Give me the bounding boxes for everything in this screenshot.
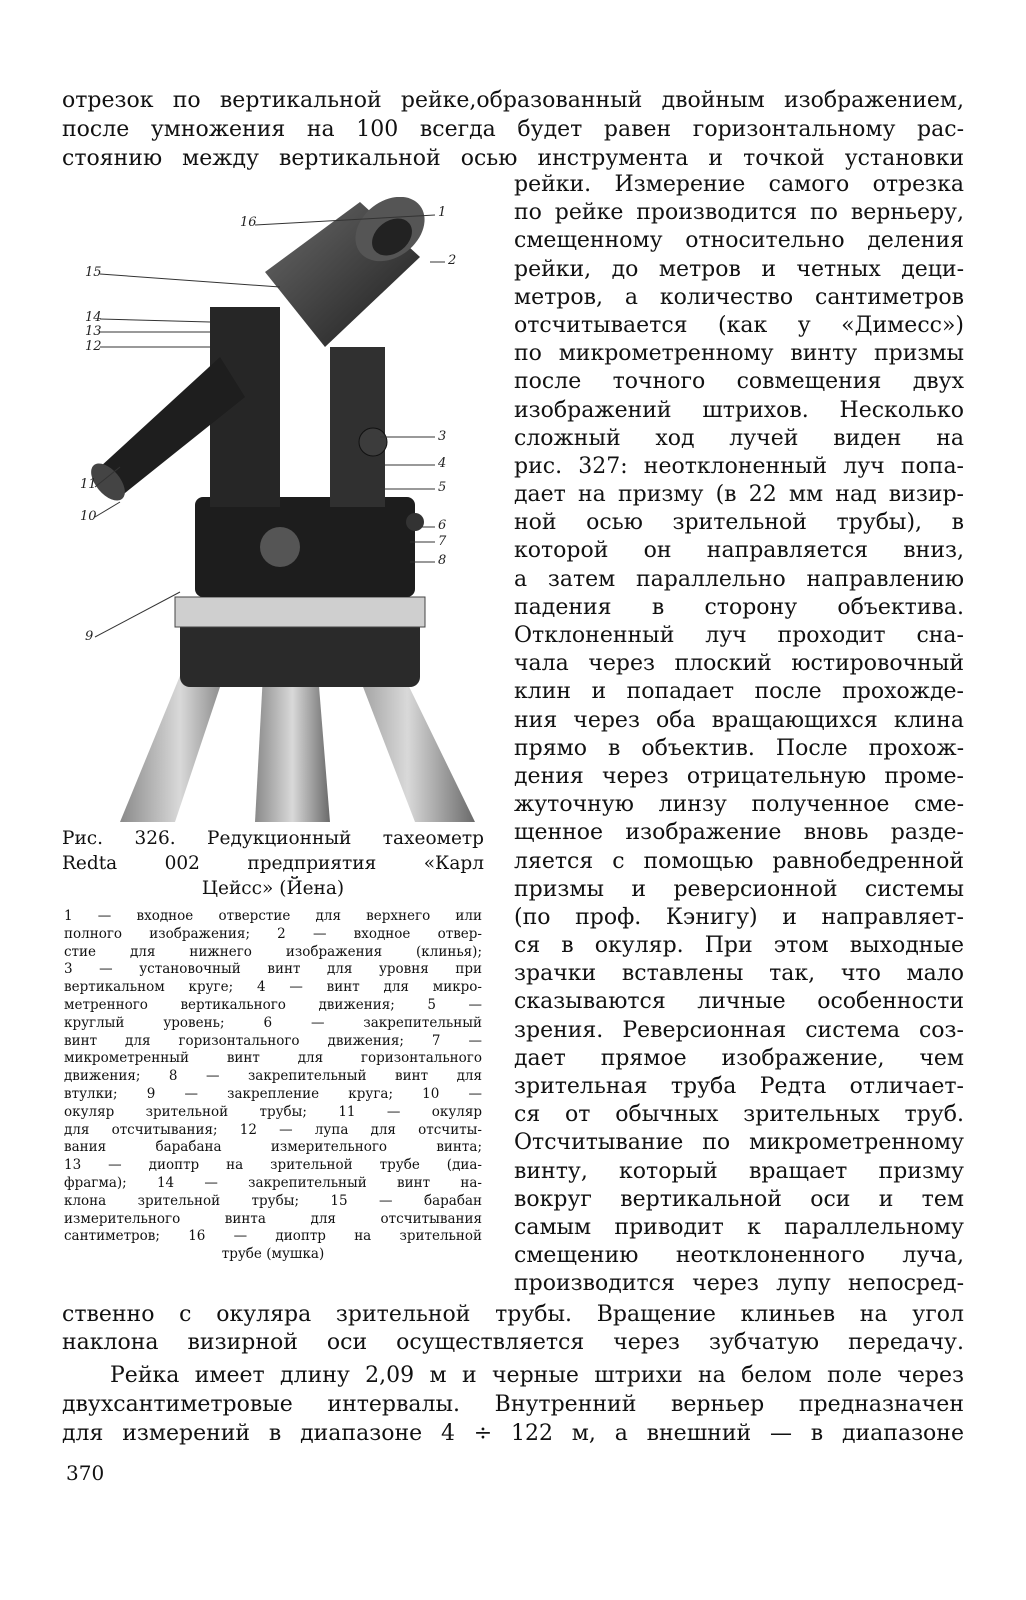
tachymeter-figure [80, 197, 485, 822]
base-plate [175, 597, 425, 627]
instrument-base [195, 497, 415, 597]
legend-line: стие для нижнего изображения (клинья); [64, 943, 482, 960]
right-column-text [514, 171, 964, 1299]
legend-line: 1 — входное отверстие для верхнего или [64, 908, 482, 924]
text-line: дает прямое изображение, чем [514, 1045, 964, 1071]
text-line: ной осью зрительной трубы), в [514, 510, 964, 536]
legend-line: измерительного винта для отсчитывания [64, 1210, 482, 1227]
text-line: прямо в объектив. После прохож- [514, 735, 964, 761]
legend-line: вания барабана измерительного винта; [64, 1139, 482, 1156]
caption-line-1: Рис. 326. Редукционный тахеометр [62, 828, 484, 849]
text-line: Отклоненный луч проходит сна- [514, 623, 964, 648]
text-line: дает на призму (в 22 мм над визир- [514, 482, 964, 508]
legend-line: сантиметров; 16 — диоптр на зрительной [64, 1228, 482, 1245]
text-line: призмы и реверсионной системы [514, 876, 964, 902]
legend-line: окуляр зрительной трубы; 11 — окуляр [64, 1103, 482, 1120]
text-line: смещенному относительно деления [514, 228, 964, 254]
page-number: 370 [66, 1461, 105, 1485]
text-line: сложный ход лучей виден на [514, 425, 964, 451]
text-line: рейки. Измерение самого отрезка [514, 172, 964, 197]
legend-line: фрагма); 14 — закрепительный винт на- [64, 1174, 482, 1191]
text-line: винту, который вращает призму [514, 1158, 964, 1184]
text-line-bottom-4: двухсантиметровые интервалы. Внутренний верньер предназначен [62, 1392, 964, 1417]
figure-label-2: 2 [448, 253, 457, 268]
legend-line: 13 — диоптр на зрительной трубе (диа- [64, 1157, 482, 1174]
text-line: зрения. Реверсионная система соз- [514, 1017, 964, 1043]
text-line: самым приводит к параллельному [514, 1214, 964, 1240]
caption-line-3: Цейсс» (Йена) [201, 878, 345, 899]
text-line: по рейке производится по верньеру, [514, 200, 964, 226]
legend-line: втулки; 9 — закрепление круга; 10 — [64, 1085, 482, 1102]
text-line: рис. 327: неотклоненный луч попа- [514, 453, 964, 479]
figure-label-7: 7 [438, 534, 447, 549]
text-line-top-2: после умножения на 100 всегда будет равен горизонтальному рас- [62, 117, 964, 142]
figure-label-13: 13 [85, 324, 102, 339]
text-line: ся в окуляр. При этом выходные [514, 933, 964, 959]
text-line: метров, а количество сантиметров [514, 284, 964, 310]
legend-line: круглый уровень; 6 — закрепительный [64, 1014, 482, 1031]
text-line-top-1: отрезок по вертикальной рейке,образованный двойным изображением, [62, 88, 964, 113]
figure-label-8: 8 [438, 553, 447, 568]
standard-right [330, 347, 385, 507]
text-line: клин и попадает после прохожде- [514, 679, 964, 705]
text-line: дения через отрицательную проме- [514, 763, 964, 789]
text-line-bottom-5: для измерений в диапазоне 4 ÷ 122 м, а внешний — в диапазоне [62, 1421, 964, 1446]
horizontal-screw [260, 527, 300, 567]
text-line: щенное изображение вновь разде- [514, 820, 964, 846]
legend-line: метренного вертикального движения; 5 — [64, 996, 482, 1013]
legend-line: движения; 8 — закрепительный винт для [64, 1068, 482, 1085]
figure-label-4: 4 [438, 456, 447, 471]
figure-label-14: 14 [85, 310, 102, 325]
figure-label-10: 10 [80, 509, 97, 524]
tachymeter-photo [80, 197, 485, 822]
text-line-bottom-3: Рейка имеет длину 2,09 м и черные штрихи на белом поле через [110, 1363, 964, 1388]
figure-label-12: 12 [85, 339, 102, 354]
figure-label-6: 6 [438, 518, 447, 533]
text-line: а затем параллельно направлению [514, 566, 964, 592]
text-line: рейки, до метров и четных деци- [514, 256, 964, 282]
legend-line: микрометренный винт для горизонтального [64, 1050, 482, 1067]
text-line: отсчитывается (как у «Димесс») [514, 312, 964, 338]
figure-label-5: 5 [438, 480, 447, 495]
text-line-top-3: стоянию между вертикальной осью инструмента и точкой установки [62, 146, 964, 171]
text-line: после точного совмещения двух [514, 369, 964, 395]
text-line: вокруг вертикальной оси и тем [514, 1186, 964, 1212]
text-line: падения в сторону объектива. [514, 594, 964, 620]
legend-line: 3 — установочный винт для уровня при [64, 961, 482, 978]
text-line-bottom-1: ственно с окуляра зрительной трубы. Вращение клиньев на угол [62, 1302, 964, 1327]
text-line: зрачки вставлены так, что мало [514, 961, 964, 987]
text-line: изображений штрихов. Несколько [514, 397, 964, 423]
text-line: по микрометренному винту призмы [514, 341, 964, 367]
text-line: смещению неотклоненного луча, [514, 1243, 964, 1269]
legend-line: трубе (мушка) [221, 1246, 325, 1263]
figure-caption [62, 826, 484, 901]
legend-line: винт для горизонтального движения; 7 — [64, 1032, 482, 1049]
legend-line: для отсчитывания; 12 — лупа для отсчиты- [64, 1121, 482, 1138]
text-line: Отсчитывание по микрометренному [514, 1130, 964, 1156]
text-line: чала через плоский юстировочный [514, 651, 964, 677]
figure-legend [64, 908, 482, 1264]
text-line: жуточную линзу полученное сме- [514, 792, 964, 818]
legend-line: клона зрительной трубы; 15 — барабан [64, 1192, 482, 1209]
figure-label-3: 3 [438, 429, 447, 444]
text-line: сказываются личные особенности [514, 989, 964, 1015]
text-line: ляется с помощью равнобедренной [514, 848, 964, 874]
caption-line-2: Redta 002 предприятия «Карл [62, 853, 484, 874]
figure-label-11: 11 [80, 477, 97, 492]
level-screw [406, 513, 424, 531]
figure-label-16: 16 [240, 215, 257, 230]
text-line: ся от обычных зрительных труб. [514, 1102, 964, 1128]
legend-line: полного изображения; 2 — входное отвер- [64, 925, 482, 942]
text-line: зрительная труба Редта отличает- [514, 1074, 964, 1099]
text-line: (по проф. Кэнигу) и направляет- [514, 904, 964, 930]
legend-line: вертикальном круге; 4 — винт для микро- [64, 979, 482, 996]
text-line-bottom-2: наклона визирной оси осуществляется через зубчатую передачу. [62, 1330, 964, 1355]
figure-label-9: 9 [85, 629, 94, 644]
text-line: ния через оба вращающихся клина [514, 707, 964, 733]
figure-label-1: 1 [438, 205, 447, 220]
text-line: производится через лупу непосред- [514, 1271, 964, 1297]
figure-label-15: 15 [85, 265, 102, 280]
micrometer-screw [359, 428, 387, 456]
text-line: которой он направляется вниз, [514, 538, 964, 564]
